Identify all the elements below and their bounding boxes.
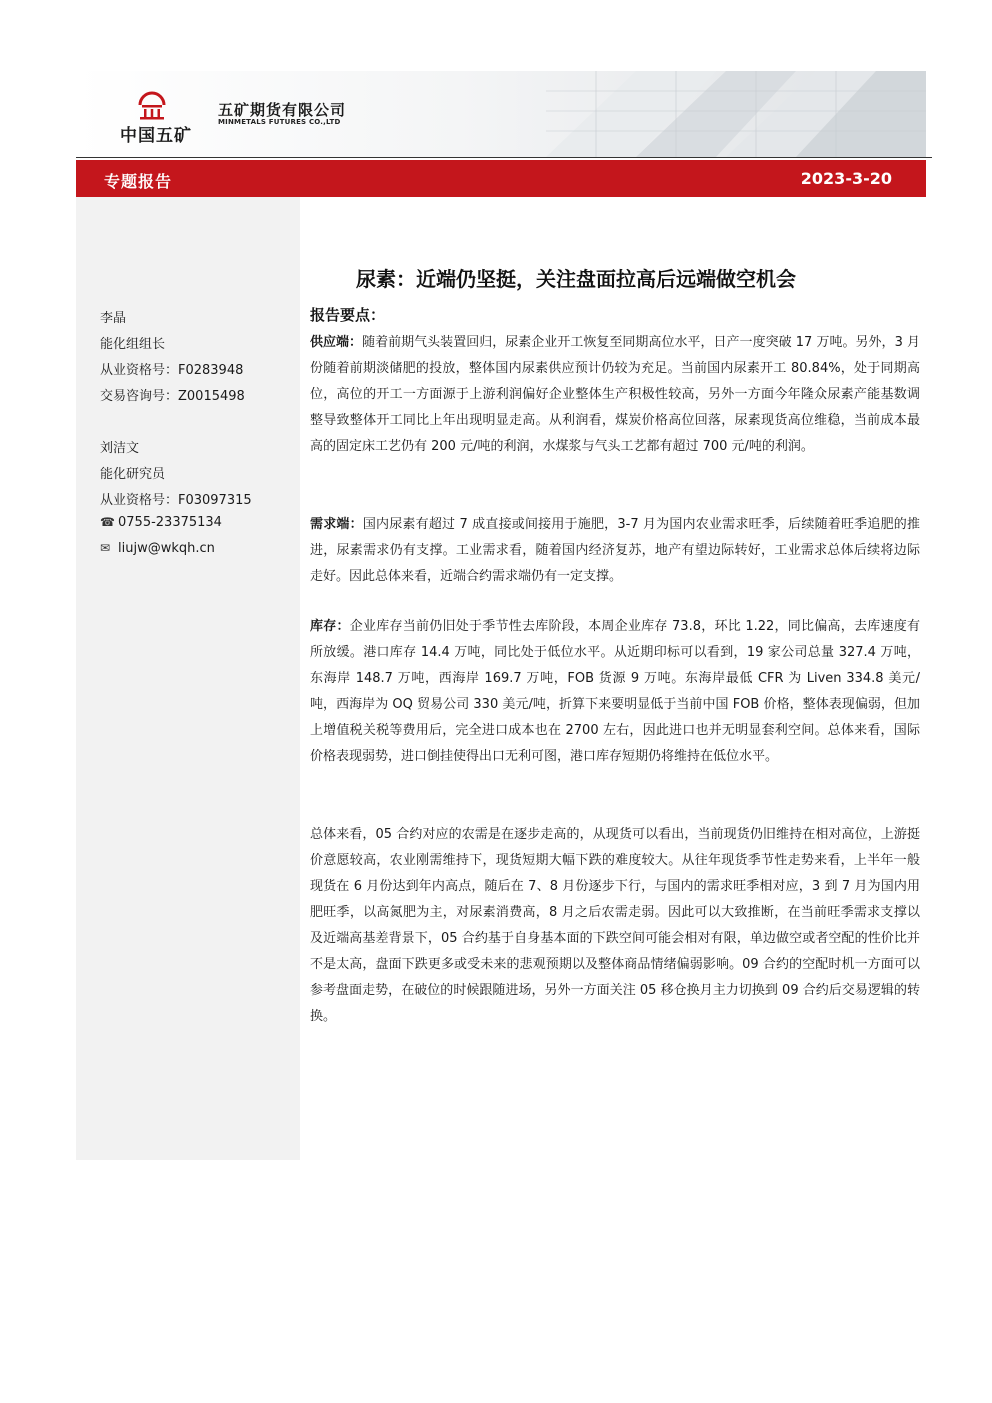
author-role: 能化组组长 — [100, 337, 166, 352]
section-text: 国内尿素有超过 7 成直接或间接用于施肥，3-7 月为国内农业需求旺季，后续随着旺季追肥的推进，尿素需求仍有支撑。工业需求看，随着国内经济复苏，地产有望边际转好，工业需求总体后续将边际走好。因此总体来看，近端合约需求端仍有一定支撑。 — [310, 517, 920, 584]
page-header — [76, 71, 926, 157]
author-email[interactable] — [100, 541, 215, 556]
section-key: 需求端： — [310, 517, 363, 532]
section-text: 随着前期气头装置回归，尿素企业开工恢复至同期高位水平，日产一度突破 17 万吨。另外，3 月份随着前期淡储肥的投放，整体国内尿素供应预计仍较为充足。当前国内尿素开工 80.84%，处于同期高位，高位的开工一方面源于上游利润偏好企业整体生产积极性较高，另外一方面今年隆众尿素产能基数调整导致整体开工同比上年出现明显走高。从利润看，煤炭价格高位回落，尿素现货高位维稳，当前成本最高的固定床工艺仍有 200 元/吨的利润，水煤浆与气头工艺都有超过 700 元/吨的利润。 — [310, 335, 920, 454]
report-type-banner — [76, 160, 926, 197]
report-date: 2023-3-20 — [800, 169, 892, 188]
author-name: 李晶 — [100, 311, 127, 326]
report-type-label: 专题报告 — [104, 172, 173, 191]
company-name-cn: 五矿期货有限公司 — [218, 101, 347, 119]
section-key: 供应端： — [310, 335, 363, 350]
logo-text: 中国五矿 — [120, 126, 192, 146]
section-supply — [310, 330, 920, 460]
section-text: 企业库存当前仍旧处于季节性去库阶段，本周企业库存 73.8，环比 1.22，同比偏高，去库速度有所放缓。港口库存 14.4 万吨，同比处于低位水平。从近期印标可以看到，19 家公司总量 327.4 万吨，东海岸 148.7 万吨，西海岸 169.7 万吨，FOB 货源 9 万吨。东海岸最低 CFR 为 Liven 334.8 美元/吨，西海岸为 OQ 贸易公司 330 美元/吨，折算下来要明显低于当前中国 FOB 价格，整体表现偏弱，但加上增值税关税等费用后，完全进口成本也在 2700 左右，因此进口也并无明显套利空间。总体来看，国际价格表现弱势，进口倒挂使得出口无利可图，港口库存短期仍将维持在低位水平。 — [310, 619, 920, 764]
report-title: 尿素：近端仍坚挺，关注盘面拉高后远端做空机会 — [356, 267, 796, 291]
email-address[interactable]: liujw@wkqh.cn — [118, 541, 215, 556]
section-text: 总体来看，05 合约对应的农需是在逐步走高的，从现货可以看出，当前现货仍旧维持在相对高位，上游挺价意愿较高，农业刚需维持下，现货短期大幅下跌的难度较大。从往年现货季节性走势来看，上半年一般现货在 6 月份达到年内高点，随后在 7、8 月份逐步下行，与国内的需求旺季相对应，3 到 7 月为国内用肥旺季，以高氮肥为主，对尿素消费高，8 月之后农需走弱。因此可以大致推断，在当前旺季需求支撑以及近端高基差背景下，05 合约基于自身基本面的下跌空间可能会相对有限，单边做空或者空配的性价比并不是太高，盘面下跌更多或受未来的悲观预期以及整体商品情绪偏弱影响。09 合约的空配时机一方面可以参考盘面走势，在破位的时候跟随进场，另外一方面关注 05 移仓换月主力切换到 09 合约后交易逻辑的转换。 — [310, 827, 920, 1024]
phone-icon: ☎ — [100, 515, 115, 529]
section-demand — [310, 512, 920, 590]
building-background-graphic — [76, 71, 926, 157]
summary-heading: 报告要点： — [310, 306, 386, 324]
author-cert: 从业资格号：F0283948 — [100, 363, 244, 378]
author-role: 能化研究员 — [100, 467, 166, 482]
phone-number: 0755-23375134 — [118, 515, 222, 530]
author-consult-number: 交易咨询号：Z0015498 — [100, 389, 245, 404]
section-key: 库存： — [310, 619, 350, 634]
envelope-icon: ✉ — [100, 541, 111, 555]
section-conclusion — [310, 822, 920, 1030]
author-name: 刘洁文 — [100, 441, 140, 456]
header-divider — [76, 157, 932, 158]
company-name-en: MINMETALS FUTURES CO.,LTD — [218, 118, 341, 126]
section-inventory — [310, 614, 920, 770]
author-phone — [100, 515, 222, 530]
author-sidebar — [76, 197, 300, 1160]
author-cert: 从业资格号：F03097315 — [100, 493, 252, 508]
